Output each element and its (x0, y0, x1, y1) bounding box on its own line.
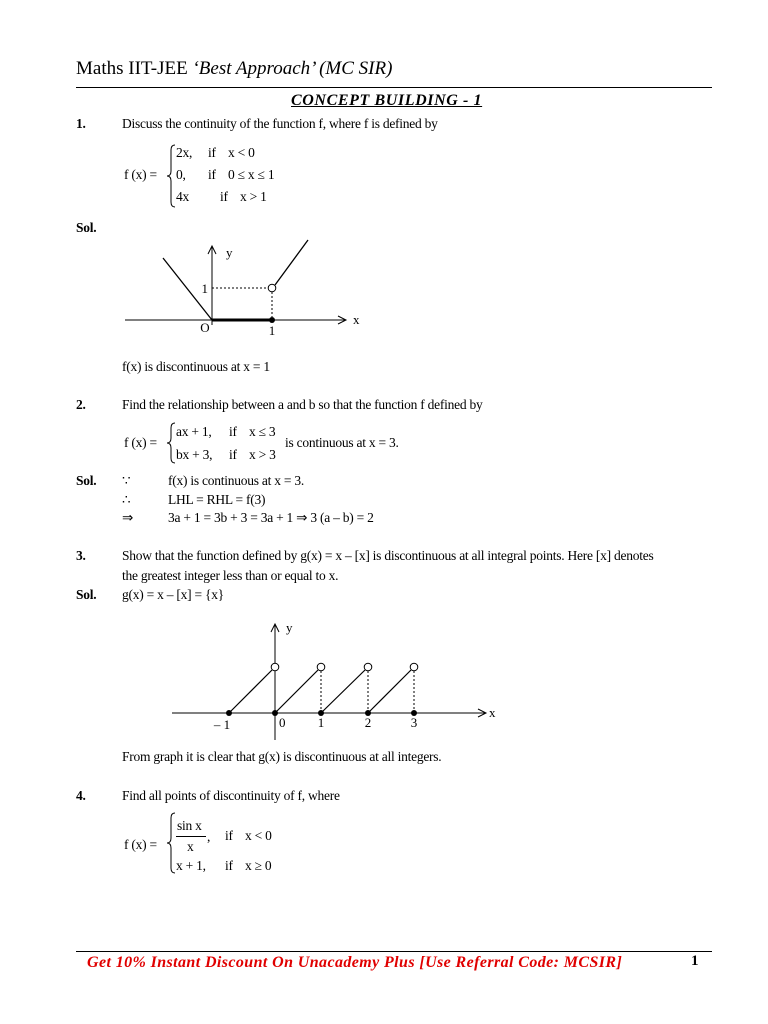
y-axis-label: y (286, 620, 293, 635)
y-tick-label: 1 (201, 281, 208, 296)
q3-question-line2: the greatest integer less than or equal to x. (122, 568, 339, 583)
q4-number: 4. (76, 788, 86, 803)
q3-conclusion: From graph it is clear that g(x) is discontinuous at all integers. (122, 749, 442, 764)
q1-sol-label: Sol. (76, 220, 97, 235)
q1-graph (110, 235, 370, 345)
footer-rule (76, 951, 712, 952)
section-title: CONCEPT BUILDING - 1 (291, 92, 483, 109)
q2-sol-line-1: f(x) is continuous at x = 3. (168, 473, 304, 488)
q1-lhs: f (x) = (124, 167, 157, 182)
q4-case1-cond: x < 0 (245, 828, 272, 843)
q2-sol-line-3: 3a + 1 = 3b + 3 = 3a + 1 ⇒ 3 (a – b) = 2 (168, 510, 374, 525)
x-axis-label: x (489, 705, 496, 720)
q4-case1-numerator: sin x (177, 818, 202, 833)
sawtooth-segment (275, 670, 318, 713)
q3-sol-label: Sol. (76, 587, 97, 602)
q2-case2-cond: x > 3 (249, 447, 276, 462)
header-rule (76, 87, 712, 88)
sawtooth-segment (229, 670, 272, 713)
q1-brace (166, 144, 176, 208)
q1-case3-if: if (220, 189, 228, 204)
q2-number: 2. (76, 397, 86, 412)
x-tick-label: 2 (364, 715, 372, 730)
q1-case3-cond: x > 1 (240, 189, 267, 204)
q2-trailing: is continuous at x = 3. (285, 435, 399, 450)
q1-case3-expr: 4x (176, 189, 189, 204)
q1-case1-cond: x < 0 (228, 145, 255, 160)
x-tick-label: 1 (317, 715, 325, 730)
q4-lhs: f (x) = (124, 837, 157, 852)
q2-brace (166, 422, 176, 464)
sawtooth-segment (368, 670, 411, 713)
x-tick-label: – 1 (213, 717, 231, 732)
q2-sol-symbol-3: ⇒ (122, 510, 134, 525)
q4-case2-cond: x ≥ 0 (245, 858, 272, 873)
q2-sol-symbol-2: ∴ (122, 492, 131, 507)
y-axis-label: y (226, 245, 233, 260)
q2-sol-symbol-1: ∵ (122, 473, 131, 488)
q2-case1-cond: x ≤ 3 (249, 424, 276, 439)
q4-fraction-bar (176, 836, 206, 837)
q2-case1-if: if (229, 424, 237, 439)
q4-case1-if: if (225, 828, 233, 843)
q1-question: Discuss the continuity of the function f, where f is defined by (122, 116, 438, 131)
open-point (268, 284, 276, 292)
page-number: 1 (691, 953, 699, 969)
q3-number: 3. (76, 548, 86, 563)
q2-question: Find the relationship between a and b so that the function f defined by (122, 397, 483, 412)
q4-case2-if: if (225, 858, 233, 873)
x-tick-label: 1 (268, 323, 276, 338)
q4-question: Find all points of discontinuity of f, where (122, 788, 340, 803)
q1-number: 1. (76, 116, 86, 131)
q1-case2-if: if (208, 167, 216, 182)
q1-case2-cond: 0 ≤ x ≤ 1 (228, 167, 275, 182)
filled-point (272, 710, 278, 716)
q2-case2-expr: bx + 3, (176, 447, 213, 462)
x-tick-label: 3 (410, 715, 418, 730)
q1-case2-expr: 0, (176, 167, 186, 182)
open-point (271, 663, 279, 671)
page-header (76, 58, 392, 80)
q2-case1-expr: ax + 1, (176, 424, 212, 439)
footer-promo: Get 10% Instant Discount On Unacademy Plus [Use Referral Code: MCSIR] (87, 954, 623, 971)
open-point (317, 663, 325, 671)
q4-case2-expr: x + 1, (176, 858, 206, 873)
q4-brace (166, 812, 176, 874)
open-point (364, 663, 372, 671)
q1-case1-if: if (208, 145, 216, 160)
q4-case1-comma: , (207, 829, 211, 844)
q4-case1-denominator: x (187, 839, 194, 854)
q2-lhs: f (x) = (124, 435, 157, 450)
q3-graph (160, 612, 500, 742)
q3-sol-text: g(x) = x – [x] = {x} (122, 587, 224, 602)
filled-point (226, 710, 232, 716)
q2-case2-if: if (229, 447, 237, 462)
header-title: Maths IIT-JEE (76, 58, 193, 79)
q1-case1-expr: 2x, (176, 145, 193, 160)
x-axis-label: x (353, 312, 360, 327)
q1-conclusion: f(x) is discontinuous at x = 1 (122, 359, 270, 374)
q2-sol-line-2: LHL = RHL = f(3) (168, 492, 266, 507)
header-subtitle: ‘Best Approach’ (MC SIR) (192, 58, 393, 79)
q2-sol-label: Sol. (76, 473, 97, 488)
q3-question-line1: Show that the function defined by g(x) = x – [x] is discontinuous at all integral points. Here [x] denotes (122, 548, 654, 563)
sawtooth-segment (321, 670, 365, 713)
open-point (410, 663, 418, 671)
origin-label: O (200, 320, 210, 335)
right-branch (275, 240, 308, 285)
x-tick-label: 0 (279, 715, 286, 730)
